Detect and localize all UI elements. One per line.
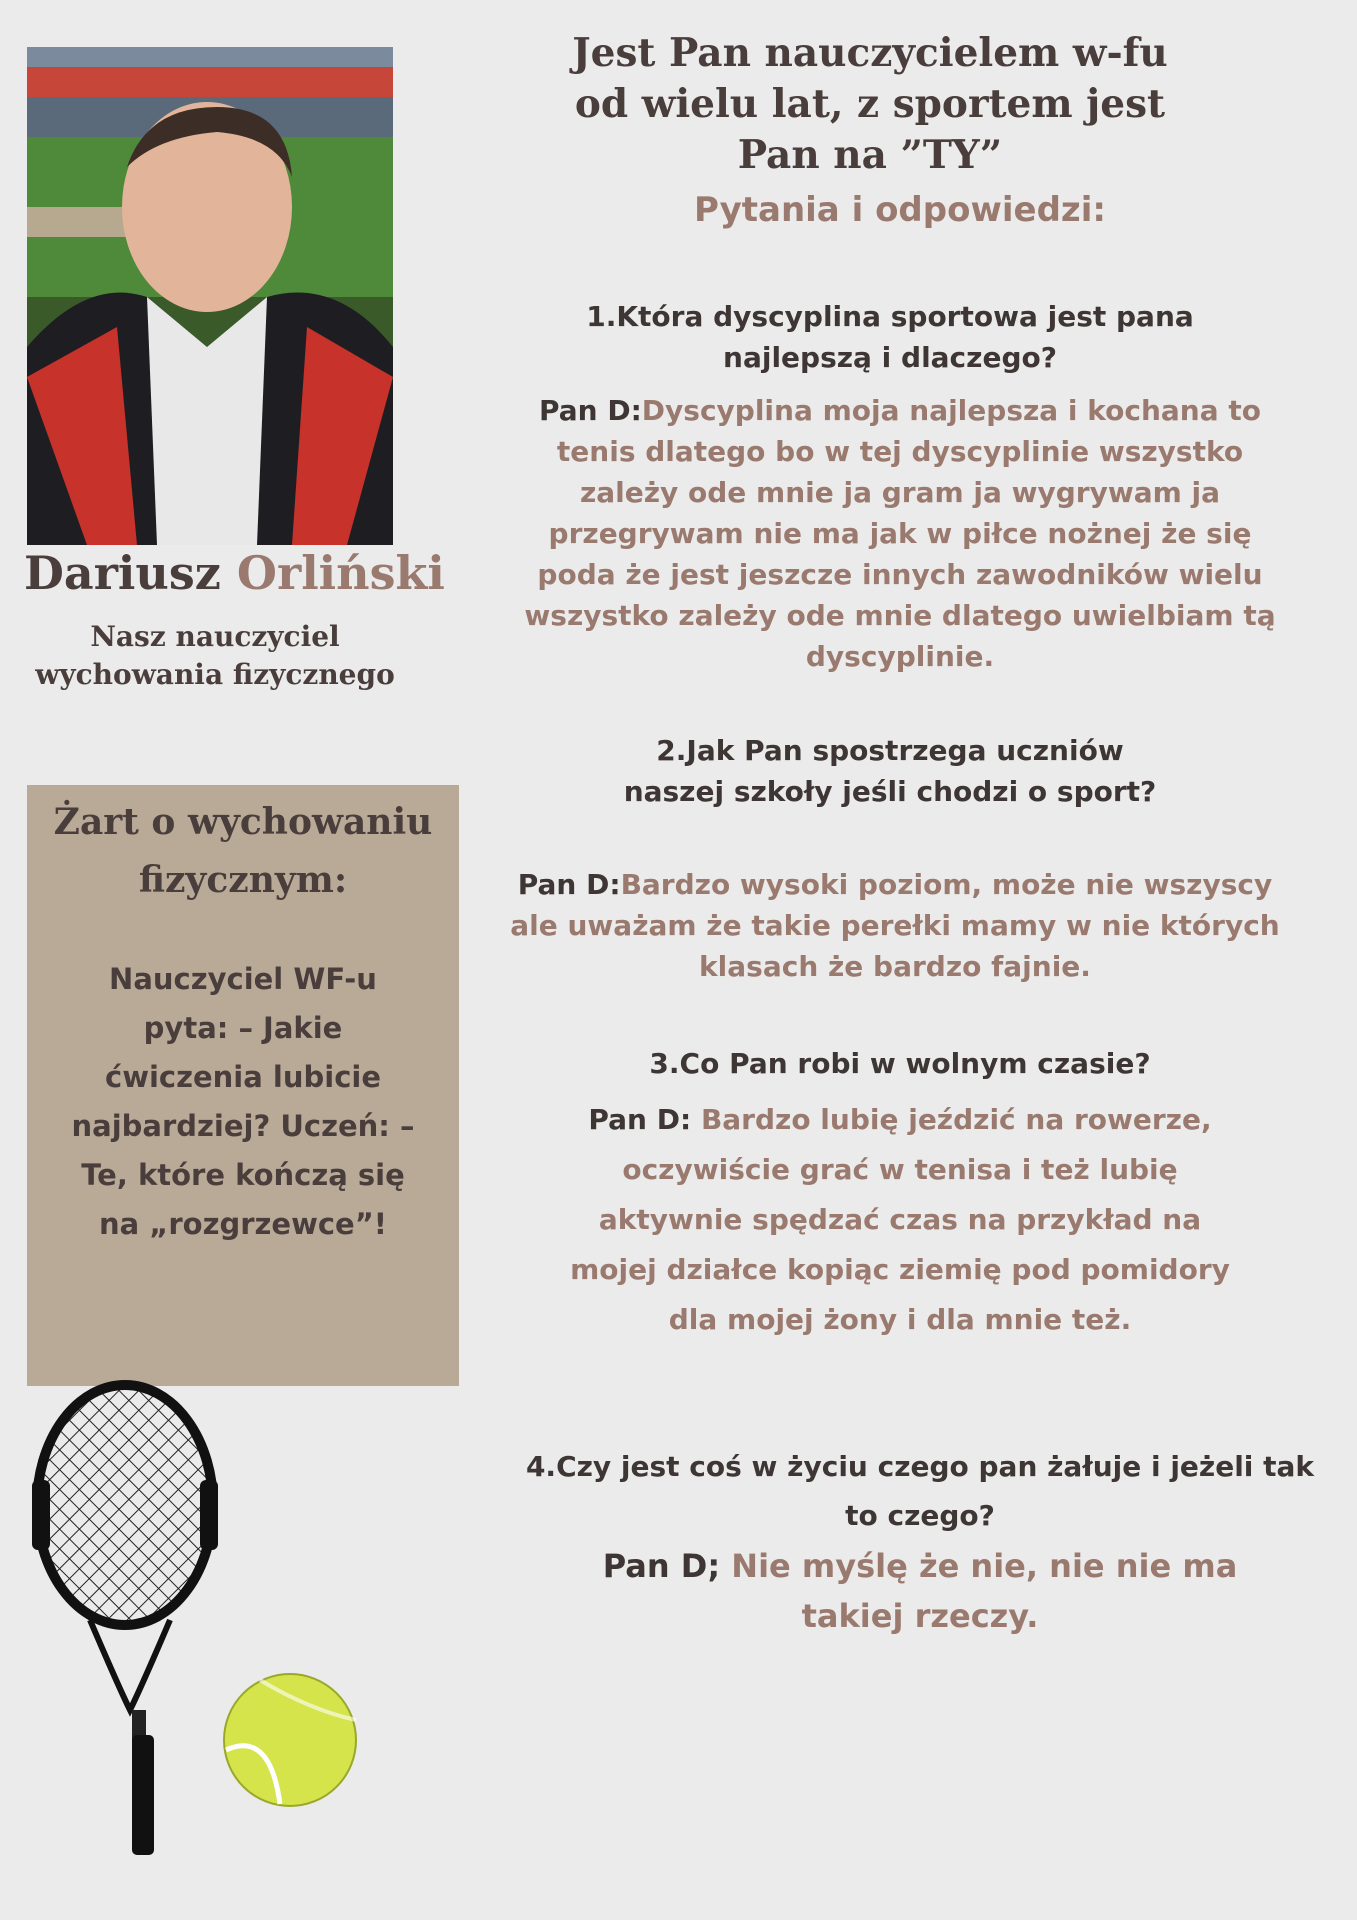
- question-4: 4.Czy jest coś w życiu czego pan żałuje i jeżeli tak to czego?: [525, 1450, 1315, 1532]
- answer-1: [510, 390, 1290, 677]
- question-1: 1.Która dyscyplina sportowa jest pana najlepszą i dlaczego?: [586, 300, 1194, 374]
- teacher-name: Dariusz Orliński: [24, 546, 445, 600]
- question-2: 2.Jak Pan spostrzega uczniów naszej szkoły jeśli chodzi o sport?: [623, 734, 1157, 808]
- answer-text: Bardzo wysoki poziom, może nie wszyscy ale uważam że takie perełki mamy w nie których klasach że bardzo fajnie.: [510, 868, 1280, 983]
- joke-box: [27, 785, 459, 1386]
- tennis-racket-icon: [20, 1370, 240, 1870]
- joke-title: Żart o wychowaniu fizycznym:: [53, 801, 433, 901]
- answer-2: [505, 864, 1285, 987]
- answer-speaker: Pan D:: [588, 1103, 701, 1136]
- answer-4: [590, 1541, 1250, 1641]
- answer-text: Dyscyplina moja najlepsza i kochana to tenis dlatego bo w tej dyscyplinie wszystko zależy ode mnie ja gram ja wygrywam ja przegrywam nie ma jak w piłce nożnej że się poda że jest jeszcze innych zawodników wielu wszystko zależy ode mnie dlatego uwielbiam tą dyscyplinie.: [524, 394, 1276, 673]
- answer-speaker: Pan D:: [538, 394, 642, 427]
- article-heading: Jest Pan nauczycielem w-fu od wielu lat, z sportem jest Pan na ”TY”: [572, 30, 1168, 178]
- answer-3: [555, 1095, 1245, 1345]
- answer-speaker: Pan D;: [602, 1547, 732, 1585]
- answer-text: Bardzo lubię jeździć na rowerze, oczywiście grać w tenisa i też lubię aktywnie spędzać czas na przykład na mojej działce kopiąc ziemię pod pomidory dla mojej żony i dla mnie też.: [570, 1103, 1230, 1336]
- article-subheading: Pytania i odpowiedzi:: [694, 190, 1106, 230]
- answer-speaker: Pan D:: [517, 868, 621, 901]
- teacher-photo: [27, 47, 393, 545]
- question-3: 3.Co Pan robi w wolnym czasie?: [649, 1047, 1151, 1080]
- answer-text: Nie myślę że nie, nie nie ma takiej rzeczy.: [731, 1547, 1238, 1635]
- joke-text: Nauczyciel WF-u pyta: – Jakie ćwiczenia lubicie najbardziej? Uczeń: – Te, które kończą się na „rozgrzewce”!: [71, 962, 415, 1241]
- tennis-ball-icon: [220, 1670, 360, 1810]
- teacher-subtitle: Nasz nauczyciel wychowania fizycznego: [35, 620, 395, 691]
